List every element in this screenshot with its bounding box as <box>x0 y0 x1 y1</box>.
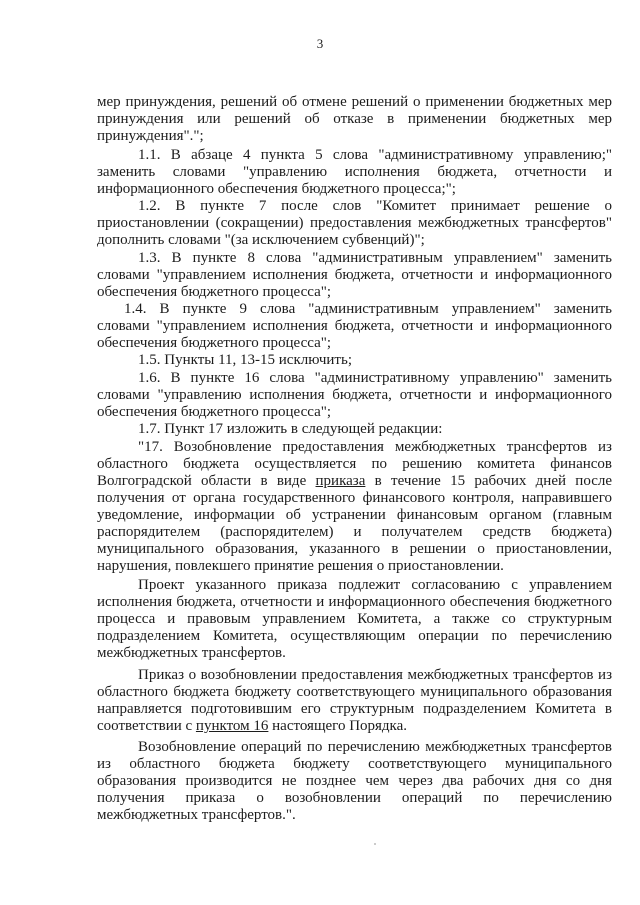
text-line: 1.6. В пункте 16 слова "административному управлению" заменить <box>138 370 612 386</box>
text-line: 1.5. Пункты 11, 13-15 исключить; <box>138 352 352 368</box>
hyperlink-text[interactable]: приказа <box>315 473 366 489</box>
text-line: 1.2. В пункте 7 после слов "Комитет принимает решение о <box>138 198 612 214</box>
text-line: приостановлении (сокращении) предоставления межбюджетных трансфертов" <box>97 215 612 231</box>
text-line: словами "управлением исполнения бюджета, отчетности и информационного <box>97 318 612 334</box>
text-line: принуждения или решений об отказе в применении бюджетных мер <box>97 111 612 127</box>
text-line: процесса и правовым управлением Комитета, а также со структурным <box>97 611 612 627</box>
text-line: 1.7. Пункт 17 изложить в следующей редакции: <box>138 421 443 437</box>
page-number: 3 <box>316 36 324 51</box>
text-line: обеспечения бюджетного процесса"; <box>97 284 332 300</box>
text-line: информационного обеспечения бюджетного процесса;"; <box>97 181 456 197</box>
text-line: 1.1. В абзаце 4 пункта 5 слова "административному управлению;" <box>138 147 612 163</box>
text-line: областного бюджета бюджету соответствующего муниципального образования <box>97 684 612 700</box>
text-line: Возобновление операций по перечислению межбюджетных трансфертов <box>138 739 612 755</box>
text-line: обеспечения бюджетного процесса"; <box>97 404 332 420</box>
text-line: исполнения бюджета, отчетности и информационного обеспечения бюджетного <box>97 594 612 610</box>
text-line: получения приказа о возобновлении операций по перечислению <box>97 790 612 806</box>
text-line: уведомление, информации об устранении финансовым органом (главным <box>97 507 612 523</box>
text-line: заменить словами "управлению исполнения бюджета, отчетности и <box>97 164 612 180</box>
text-line: Волгоградской области в виде приказа в течение 15 рабочих дней после <box>97 473 612 489</box>
text-line: словами "управлением исполнения бюджета, отчетности и информационного <box>97 267 612 283</box>
text-line: муниципального образования, указанного в решении о приостановлении, <box>97 541 612 557</box>
text-line: обеспечения бюджетного процесса"; <box>97 335 332 351</box>
scan-speck <box>374 843 376 845</box>
text-line: словами "управлению исполнения бюджета, отчетности и информационного <box>97 387 612 403</box>
text-line: межбюджетных трансфертов.". <box>97 807 296 823</box>
text-line: 1.4. В пункте 9 слова "административным управлением" заменить <box>124 301 612 317</box>
text-line: межбюджетных трансфертов. <box>97 645 286 661</box>
text-line: подразделением Комитета, осуществляющим операции по перечислению <box>97 628 612 644</box>
text-line: соответствии с пунктом 16 настоящего Порядка. <box>97 718 408 734</box>
text-line: Приказ о возобновлении предоставления межбюджетных трансфертов из <box>138 667 612 683</box>
text-line: принуждения"."; <box>97 128 204 144</box>
text-line: "17. Возобновление предоставления межбюджетных трансфертов из <box>138 439 612 455</box>
text-line: нарушения, повлекшего принятие решения о приостановлении. <box>97 558 504 574</box>
text-line: 1.3. В пункте 8 слова "административным управлением" заменить <box>138 250 612 266</box>
text-line: получения от органа государственного финансового контроля, направившего <box>97 490 612 506</box>
text-line: дополнить словами "(за исключением субвенций)"; <box>97 232 425 248</box>
text-line: из областного бюджета бюджету соответствующего муниципального <box>97 756 612 772</box>
text-line: мер принуждения, решений об отмене решений о применении бюджетных мер <box>97 94 612 110</box>
hyperlink-text[interactable]: пунктом 16 <box>195 718 269 734</box>
text-line: распорядителем (распорядителем) и получателем средств бюджета) <box>97 524 612 540</box>
text-line: образования производится не позднее чем через два рабочих дня со дня <box>97 773 612 789</box>
text-line: Проект указанного приказа подлежит согласованию с управлением <box>138 577 612 593</box>
text-line: областного бюджета осуществляется по решению комитета финансов <box>97 456 612 472</box>
text-line: направляется подготовившим его структурным подразделением Комитета в <box>97 701 612 717</box>
